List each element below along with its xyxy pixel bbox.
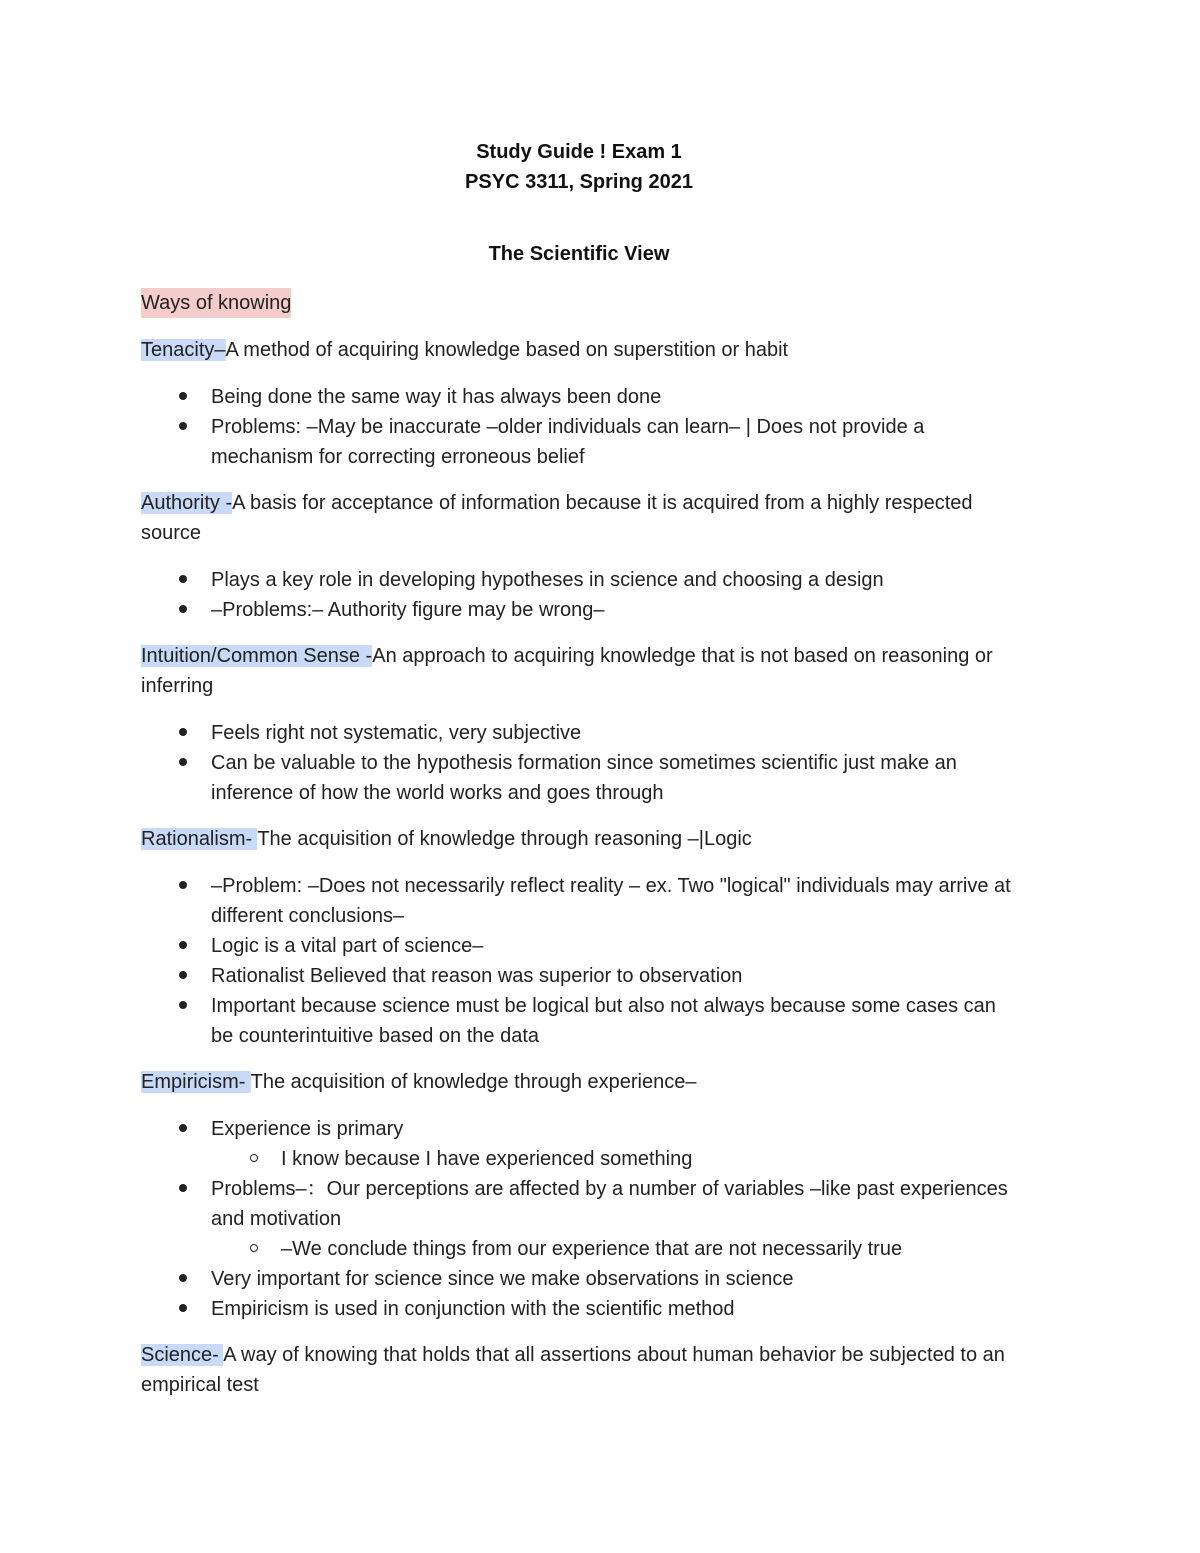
tenacity-def-text: A method of acquiring knowledge based on superstition or habit [225,339,789,361]
document-body [141,288,1021,1400]
sub-list-item: I know because I have experienced something [141,1144,1021,1174]
authority-bullets [141,565,1021,625]
ways-of-knowing-label: Ways of knowing [141,288,291,318]
sub-list-item: –We conclude things from our experience that are not necessarily true [141,1234,1021,1264]
term-rationalism: Rationalism- [141,828,258,850]
intuition-bullets [141,718,1021,808]
empiricism-bullets [141,1114,1021,1324]
tenacity-bullets [141,382,1021,472]
list-item: Empiricism is used in conjunction with the scientific method [141,1294,1021,1324]
list-item: Problems: –May be inaccurate –older individuals can learn– | Does not provide a mechanism for correcting erroneous belief [141,412,1021,472]
list-item: Being done the same way it has always been done [141,382,1021,412]
document-title: Study Guide ! Exam 1 [476,141,682,163]
sub-list [211,1144,1021,1174]
list-item [141,1114,1021,1174]
tenacity-definition [141,335,1021,365]
intuition-def-text: An approach to acquiring knowledge that is not based on reasoning or inferring [141,645,993,697]
list-item: –Problem: –Does not necessarily reflect reality – ex. Two "logical" individuals may arrive at different conclusions– [141,871,1021,931]
rationalism-bullets [141,871,1021,1051]
sub-list [211,1234,1021,1264]
rationalism-def-text: The acquisition of knowledge through reasoning –|Logic [257,828,752,850]
list-item [141,1174,1021,1264]
empiricism-def-text: The acquisition of knowledge through experience– [250,1071,697,1093]
term-science: Science- [141,1344,224,1366]
list-item: Can be valuable to the hypothesis formation since sometimes scientific just make an inference of how the world works and goes through [141,748,1021,808]
term-intuition: Intuition/Common Sense - [141,645,373,667]
authority-def-text: A basis for acceptance of information because it is acquired from a highly respected source [141,492,973,544]
course-title: PSYC 3311, Spring 2021 [465,171,693,193]
list-item-text: Experience is primary [211,1118,404,1140]
list-item: Plays a key role in developing hypotheses in science and choosing a design [141,565,1021,595]
term-empiricism: Empiricism- [141,1071,251,1093]
science-def-text: A way of knowing that holds that all assertions about human behavior be subjected to an empirical test [141,1344,1005,1396]
intuition-definition [141,641,1021,701]
list-item-text: Problems–：Our perceptions are affected by a number of variables –like past experiences and motivation [211,1178,1008,1230]
science-definition [141,1340,1021,1400]
list-item: Very important for science since we make observations in science [141,1264,1021,1294]
list-item: Feels right not systematic, very subjective [141,718,1021,748]
list-item: Important because science must be logical but also not always because some cases can be counterintuitive based on the data [141,991,1021,1051]
rationalism-definition [141,824,1021,854]
list-item: Logic is a vital part of science– [141,931,1021,961]
term-authority: Authority - [141,492,233,514]
empiricism-definition [141,1067,1021,1097]
section-heading: The Scientific View [488,243,670,265]
list-item: –Problems:– Authority figure may be wrong– [141,595,1021,625]
list-item: Rationalist Believed that reason was superior to observation [141,961,1021,991]
authority-definition [141,488,1021,548]
term-tenacity: Tenacity– [141,339,226,361]
